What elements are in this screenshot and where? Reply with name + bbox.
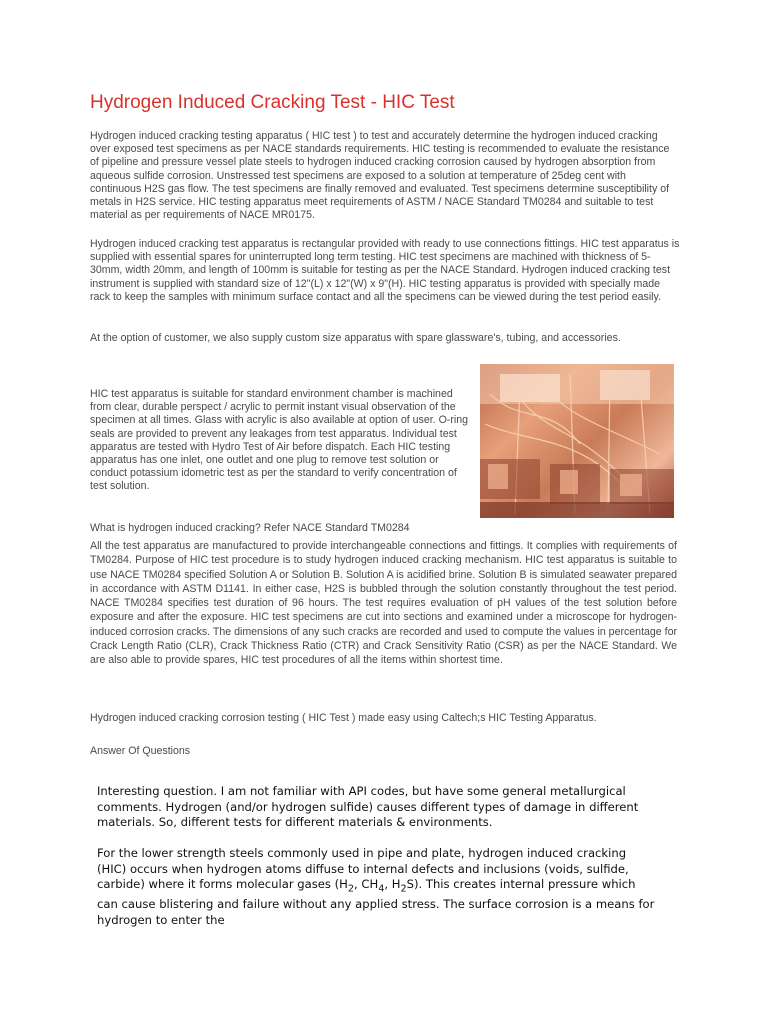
- chamber-paragraph: HIC test apparatus is suitable for standard environment chamber is machined from clear, durable perspect / acrylic to permit instant visual observation of the specimen at all times. Glass with acrylic is also available at option of user. O-ring seals are provided to prevent any leakages from test apparatus. Individual test apparatus are tested with Hydro Test of Air before dispatch. Each HIC testing apparatus has one inlet, one outlet and one plug to remove test solution or conduct potassium idometric test as per the standard to verify concentration of test solution.: [90, 388, 469, 493]
- hic-apparatus-photo: [480, 364, 674, 518]
- page-title: Hydrogen Induced Cracking Test - HIC Test: [90, 92, 455, 113]
- answer-2-text-c: , H: [384, 877, 401, 892]
- test-procedure-paragraph: All the test apparatus are manufactured to provide interchangeable connections and fittings. It complies with requirements of TM0284. Purpose of HIC test procedure is to study hydrogen induced cracking mechanism. HIC test apparatus is suitable to use NACE TM0284 specified Solution A or Solution B. Solution A is acidified brine. Solution B is simulated seawater prepared in accordance with ASTM D1141. In either case, H2S is bubbled through the solution constantly throughout the test period. NACE TM0284 specifies test duration of 96 hours. The test requires evaluation of pH values of the test solution before exposure and after the exposure. HIC test specimens are cut into sections and examined under a microscope for hydrogen-induced corrosion cracks. The dimensions of any such cracks are recorded and used to compute the values in percentage for Crack Length Ratio (CLR), Crack Thickness Ratio (CTR) and Crack Sensitivity Ratio (CSR) as per the NACE Standard. We are also able to provide spares, HIC test procedures of all the items within shortest time.: [90, 540, 677, 667]
- answer-2-text-d: S). This creates internal pressure which can cause blistering and failure without any applied stress. The surface corrosion is a means for hydrogen to enter the: [97, 877, 655, 927]
- apparatus-paragraph: Hydrogen induced cracking test apparatus is rectangular provided with ready to use connections fittings. HIC test apparatus is supplied with essential spares for uninterrupted long term testing. HIC test specimens are machined with thickness of 5-30mm, width 20mm, and length of 100mm is suitable for testing as per the NACE Standard. Hydrogen induced cracking test instrument is supplied with standard size of 12"(L) x 12"(W) x 9"(H). HIC testing apparatus is provided with specially made rack to keep the samples with minimum surface contact and all the specimens can be viewed during the test period easily.: [90, 238, 680, 303]
- answer-heading: Answer Of Questions: [90, 745, 191, 757]
- caltech-paragraph: Hydrogen induced cracking corrosion testing ( HIC Test ) made easy using Caltech;s HIC Testing Apparatus.: [90, 712, 597, 724]
- answer-paragraph-2: [97, 846, 657, 928]
- question-line: What is hydrogen induced cracking? Refer NACE Standard TM0284: [90, 522, 410, 534]
- custom-option-paragraph: At the option of customer, we also supply custom size apparatus with spare glassware's, tubing, and accessories.: [90, 332, 621, 344]
- answer-paragraph-1: Interesting question. I am not familiar with API codes, but have some general metallurgical comments. Hydrogen (and/or hydrogen sulfide) causes different types of damage in different materials. So, different tests for different materials & environments.: [97, 784, 639, 830]
- answer-2-text-b: , CH: [354, 877, 379, 892]
- intro-paragraph: Hydrogen induced cracking testing apparatus ( HIC test ) to test and accurately determine the hydrogen induced cracking over exposed test specimens as per NACE standards requirements. HIC testing is recommended to evaluate the resistance of pipeline and pressure vessel plate steels to hydrogen induced cracking corrosion caused by hydrogen absorption from aqueous sulfide corrosion. Unstressed test specimens are exposed to a solution at temperature of 25deg cent with continuous H2S gas flow. The test specimens are finally removed and evaluated. Test specimens determine susceptibility of metals in H2S service. HIC testing apparatus meet requirements of ASTM / NACE Standard TM0284 and suitable to test material as per requirements of NACE MR0175.: [90, 130, 670, 222]
- subscript-2b: 2: [400, 883, 407, 895]
- subscript-2: 2: [347, 883, 355, 895]
- answer-2-text-a: For the lower strength steels commonly used in pipe and plate, hydrogen induced cracking (HIC) occurs when hydrogen atoms diffuse to internal defects and inclusions (voids, sulfide, carbide) where it forms molecular gases (H: [97, 846, 629, 892]
- subscript-4: 4: [378, 883, 385, 895]
